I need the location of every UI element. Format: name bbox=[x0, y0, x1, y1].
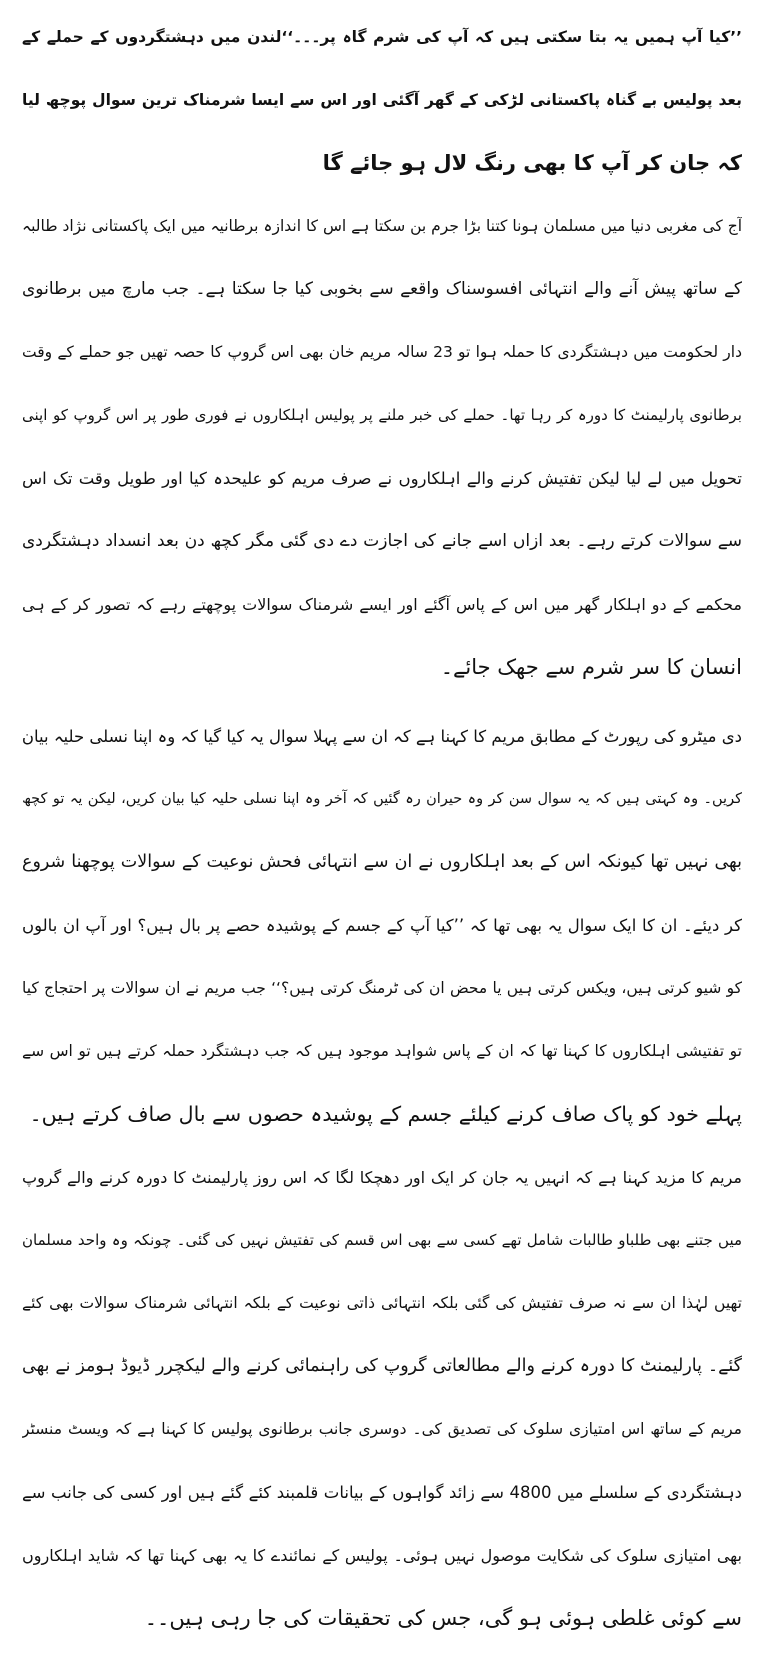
text-line: مریم کا مزید کہنا ہے کہ انہیں یہ جان کر ایک اور دھچکا لگا کہ اس روز پارلیمنٹ کا دورہ کرنے والے گروپ bbox=[22, 1168, 742, 1187]
text-line: برطانوی پارلیمنٹ کا دورہ کر رہا تھا۔ حملے کی خبر ملنے پر پولیس اہلکاروں نے فوری طور پر اس گروپ کو اپنی bbox=[22, 406, 742, 424]
headline-line: ’’کیا آپ ہمیں یہ بتا سکتی ہیں کہ آپ کی شرم گاہ پر۔۔۔‘‘لندن میں دہشتگردوں کے حملے کے bbox=[22, 28, 742, 46]
text-line: میں جتنے بھی طلباو طالبات شامل تھے کسی سے بھی اس قسم کی تفتیش نہیں کی گئی۔ چونکہ وہ واحد مسلمان bbox=[22, 1231, 742, 1249]
text-line: کر دیئے۔ ان کا ایک سوال یہ بھی تھا کہ ’’کیا آپ کے جسم کے پوشیدہ حصے پر بال ہیں؟ اور آپ ان بالوں bbox=[22, 916, 742, 935]
text-line: تحویل میں لے لیا لیکن تفتیش کرنے والے اہلکاروں نے صرف مریم کو علیحدہ کیا اور طویل وقت تک اس bbox=[22, 469, 742, 488]
text-line: محکمے کے دو اہلکار گھر میں اس کے پاس آگئے اور ایسے شرمناک سوالات پوچھتے رہے کہ تصور کر کے ہی bbox=[22, 595, 742, 614]
text-line: کو شیو کرتی ہیں، ویکس کرتی ہیں یا محض ان کی ٹرمنگ کرتی ہیں؟‘‘ جب مریم نے ان سوالات پر احتجاج کیا bbox=[22, 979, 742, 997]
headline-line: کہ جان کر آپ کا بھی رنگ لال ہو جائے گا bbox=[322, 151, 742, 175]
text-line: آج کی مغربی دنیا میں مسلمان ہونا کتنا بڑا جرم بن سکتا ہے اس کا اندازہ برطانیہ میں ایک پاکستانی نژاد طالبہ bbox=[22, 217, 742, 235]
text-line: دہشتگردی کے سلسلے میں 4800 سے زائد گواہوں کے بیانات قلمبند کئے گئے ہیں اور کسی کی جانب سے bbox=[22, 1483, 742, 1502]
text-line: دی میٹرو کی رپورٹ کے مطابق مریم کا کہنا ہے کہ ان سے پہلا سوال یہ کیا گیا کہ وہ اپنا نسلی حلیہ بیان bbox=[22, 727, 742, 746]
text-line: دار لحکومت میں دہشتگردی کا حملہ ہوا تو 23 سالہ مریم خان بھی اس گروپ کا حصہ تھیں جو حملے کے وقت bbox=[22, 343, 742, 361]
text-line: بھی نہیں تھا کیونکہ اس کے بعد اہلکاروں نے ان سے انتہائی فحش نوعیت کے سوالات پوچھنا شروع bbox=[22, 852, 742, 872]
body-paragraph-2 bbox=[22, 705, 742, 1146]
headline-line: بعد پولیس بے گناہ پاکستانی لڑکی کے گھر آگئی اور اس سے ایسا شرمناک ترین سوال پوچھ لیا bbox=[22, 91, 742, 109]
text-line: سے کوئی غلطی ہوئی ہو گی، جس کی تحقیقات کی جا رہی ہیں۔۔ bbox=[144, 1606, 742, 1630]
text-line: گئے۔ پارلیمنٹ کا دورہ کرنے والے مطالعاتی گروپ کی راہنمائی کرنے والے لیکچرر ڈیوڈ ہومز نے بھی bbox=[22, 1356, 742, 1376]
text-line: کے ساتھ پیش آنے والے انتہائی افسوسناک واقعے سے بخوبی کیا جا سکتا ہے۔ جب مارچ میں برطانوی bbox=[22, 279, 742, 299]
text-line: تھیں لہٰذا ان سے نہ صرف تفتیش کی گئی بلکہ انتہائی ذاتی نوعیت کے بلکہ انتہائی شرمناک سوالات بھی کئے bbox=[22, 1294, 742, 1312]
text-line: انسان کا سر شرم سے جھک جائے۔ bbox=[440, 655, 742, 679]
text-line: بھی امتیازی سلوک کی شکایت موصول نہیں ہوئی۔ پولیس کے نمائندے کا یہ بھی کہنا تھا کہ شاید اہلکاروں bbox=[22, 1546, 742, 1565]
text-line: مریم کے ساتھ اس امتیازی سلوک کی تصدیق کی۔ دوسری جانب برطانوی پولیس کا کہنا ہے کہ ویسٹ منسٹر bbox=[22, 1420, 742, 1438]
text-line: تو تفتیشی اہلکاروں کا کہنا تھا کہ ان کے پاس شواہد موجود ہیں کہ جب دہشتگرد حملہ کرتے ہیں تو اس سے bbox=[22, 1042, 742, 1060]
body-paragraph-1 bbox=[22, 195, 742, 699]
body-paragraph-3 bbox=[22, 1146, 742, 1650]
headline-paragraph bbox=[22, 6, 742, 195]
text-line: سے سوالات کرتے رہے۔ بعد ازاں اسے جانے کی اجازت دے دی گئی مگر کچھ دن بعد انسداد دہشتگردی bbox=[22, 531, 742, 551]
text-line: پہلے خود کو پاک صاف کرنے کیلئے جسم کے پوشیدہ حصوں سے بال صاف کرتے ہیں۔ bbox=[29, 1102, 742, 1126]
text-line: کریں۔ وہ کہتی ہیں کہ یہ سوال سن کر وہ حیران رہ گئیں کہ آخر وہ اپنا نسلی حلیہ کیا بیان کریں، لیکن یہ تو کچھ bbox=[22, 791, 742, 807]
